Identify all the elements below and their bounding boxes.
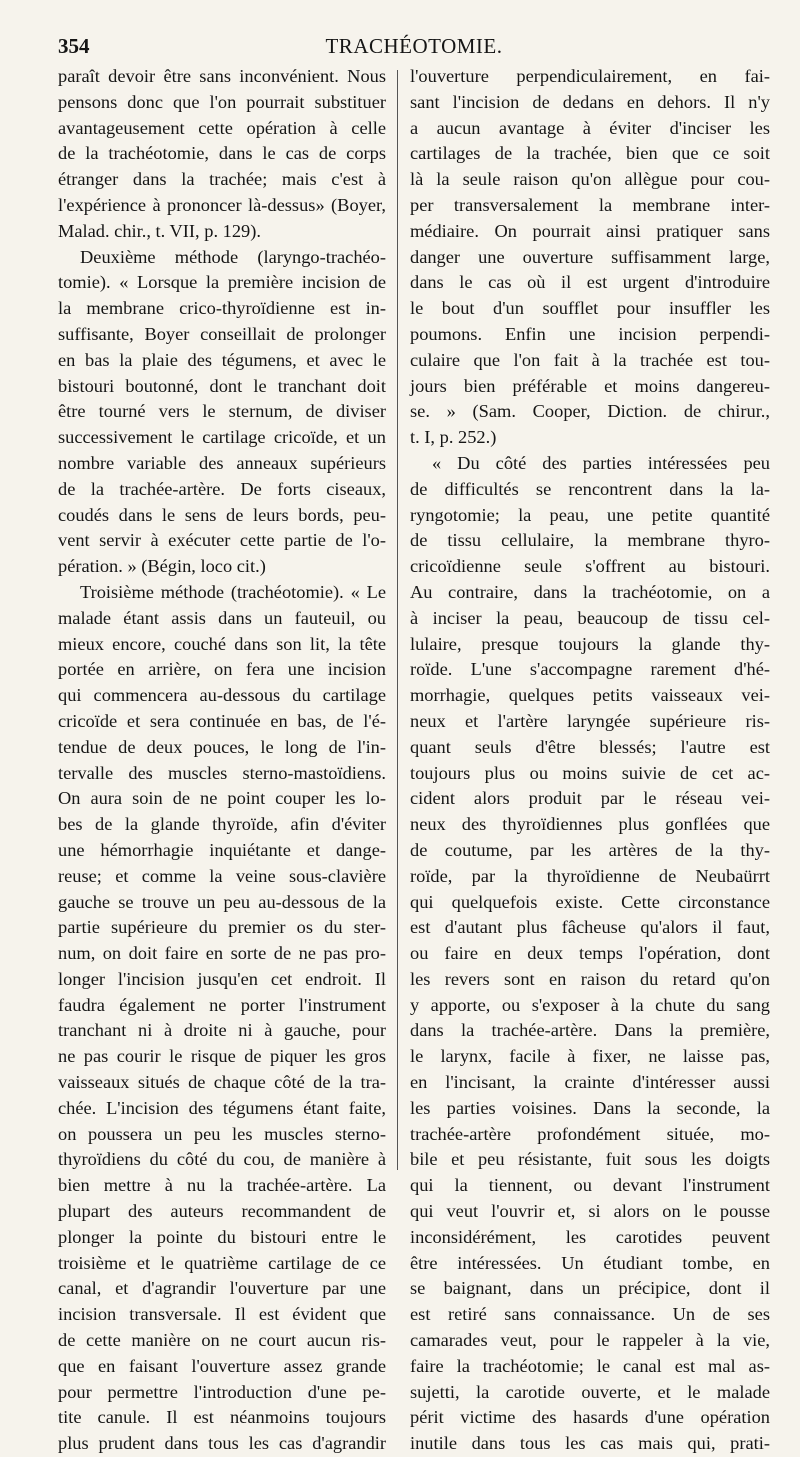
text-line: jours bien préférable et moins dangereu-	[410, 375, 770, 396]
column-divider	[397, 70, 398, 1170]
text-line: « Du côté des parties intéressées peu	[432, 452, 770, 473]
text-line: faudra également ne porter l'instrument	[58, 994, 386, 1015]
text-line: sant l'incision de dedans en dehors. Il n'y	[410, 91, 770, 112]
text-line: portée en arrière, on fera une incision	[58, 659, 386, 680]
text-line: on poussera un peu les muscles sterno-	[58, 1123, 386, 1144]
text-line: les revers sont en raison du retard qu'on	[410, 968, 770, 989]
text-line: étranger dans la trachée; mais c'est à	[58, 169, 386, 190]
text-line: roïde. L'une s'accompagne rarement d'hé-	[410, 659, 770, 680]
text-line: est d'autant plus fâcheuse qu'alors il faut,	[410, 917, 770, 938]
text-line: pour permettre l'introduction d'une pe-	[58, 1381, 386, 1402]
text-line: tendue de deux pouces, le long de l'in-	[58, 736, 386, 757]
text-line: de coutume, par les artères de la thy-	[410, 839, 770, 860]
text-line: cident alors produit par le réseau vei-	[410, 788, 770, 809]
text-line: bien mettre à nu la trachée-artère. La	[58, 1175, 386, 1196]
left-text-column	[58, 64, 386, 1457]
text-line: thyroïdiens du côté du cou, de manière à	[58, 1149, 386, 1170]
text-line: tervalle des muscles sterno-mastoïdiens.	[58, 762, 386, 783]
text-line: ryngotomie; la peau, une petite quantité	[410, 504, 770, 525]
text-line: en l'incisant, la crainte d'intéresser aussi	[410, 1072, 770, 1093]
text-line: se baignant, dans un précipice, dont il	[410, 1278, 770, 1299]
right-text-column	[410, 64, 770, 1457]
text-line: a aucun avantage à éviter d'inciser les	[410, 117, 770, 138]
text-line: lulaire, presque toujours la glande thy-	[410, 633, 770, 654]
text-line: On aura soin de ne point couper les lo-	[58, 788, 386, 809]
text-line: inutile dans tous les cas mais qui, prati-	[410, 1433, 770, 1454]
text-line: bile et peu résistante, fuit sous les doigts	[410, 1149, 770, 1170]
text-line: y apporte, ou s'exposer à la chute du sang	[410, 994, 770, 1015]
text-line: chée. L'incision des tégumens étant faite,	[58, 1097, 386, 1118]
text-line: partie supérieure du premier os du ster-	[58, 917, 386, 938]
text-line: mieux encore, couché dans son lit, la tête	[58, 633, 386, 654]
text-line: de tissu cellulaire, la membrane thyro-	[410, 530, 770, 551]
text-line: faire la trachéotomie; le canal est mal as-	[410, 1355, 770, 1376]
text-line: morrhagie, quelques petits vaisseaux vei-	[410, 685, 770, 706]
text-line: une hémorrhagie inquiétante et dange-	[58, 839, 386, 860]
text-line: cartilages de la trachée, bien que ce soit	[410, 143, 770, 164]
page-header	[58, 34, 770, 66]
text-line: ne pas courir le risque de piquer les gros	[58, 1046, 386, 1067]
text-line: l'expérience à prononcer là-dessus» (Boyer,	[58, 194, 386, 215]
text-line: incision transversale. Il est évident que	[58, 1304, 386, 1325]
text-line: reuse; et comme la veine sous-clavière	[58, 865, 386, 886]
text-line: de difficultés se rencontrent dans la la-	[410, 478, 770, 499]
text-line: camarades veut, pour le rappeler à la vie,	[410, 1330, 770, 1351]
text-line: tomie). « Lorsque la première incision de	[58, 272, 386, 293]
text-line: cricoïdienne seule s'offrent au bistouri.	[410, 556, 770, 577]
text-line: sujetti, la carotide ouverte, et le malade	[410, 1381, 770, 1402]
text-line: quant seuls d'être blessés; l'autre est	[410, 736, 770, 757]
text-line: Troisième méthode (trachéotomie). « Le	[80, 581, 386, 602]
text-line: bes de la glande thyroïde, afin d'éviter	[58, 814, 386, 835]
text-line: t. I, p. 252.)	[410, 427, 497, 448]
text-line: qui quelquefois existe. Cette circonstance	[410, 891, 770, 912]
text-line: de cette manière on ne court aucun ris-	[58, 1330, 386, 1351]
text-line: les parties voisines. Dans la seconde, la	[410, 1097, 770, 1118]
text-line: le larynx, facile à fixer, ne laisse pas,	[410, 1046, 770, 1067]
text-line: l'ouverture perpendiculairement, en fai-	[410, 66, 770, 86]
text-line: qui commencera au-dessous du cartilage	[58, 685, 386, 706]
text-line: tite canule. Il est néanmoins toujours	[58, 1407, 386, 1428]
text-line: qui veut l'ouvrir et, si alors on le pousse	[410, 1201, 770, 1222]
text-line: avantageusement cette opération à celle	[58, 117, 386, 138]
text-line: là la seule raison qu'on allègue pour cou-	[410, 169, 770, 190]
text-line: être tourné vers le sternum, de diviser	[58, 401, 386, 422]
text-line: le bout d'un soufflet pour insuffler les	[410, 298, 770, 319]
text-line: de la trachée-artère. De forts ciseaux,	[58, 478, 386, 499]
text-line: nombre variable des anneaux supérieurs	[58, 452, 386, 473]
text-line: être intéressées. Un étudiant tombe, en	[410, 1252, 770, 1273]
text-line: longer l'incision jusqu'en cet endroit. Il	[58, 968, 386, 989]
text-line: vent servir à exécuter cette partie de l'o-	[58, 530, 386, 551]
text-line: canal, et d'agrandir l'ouverture par une	[58, 1278, 386, 1299]
text-line: périt victime des hasards d'une opération	[410, 1407, 770, 1428]
text-line: plupart des auteurs recommandent de	[58, 1201, 386, 1222]
text-line: que en faisant l'ouverture assez grande	[58, 1355, 386, 1376]
page-number: 354	[58, 34, 90, 58]
text-line: poumons. Enfin une incision perpendi-	[410, 323, 770, 344]
text-line: cricoïde et sera continuée en bas, de l'é-	[58, 710, 386, 731]
text-line: num, on doit faire en sorte de ne pas pro-	[58, 943, 386, 964]
text-line: plus prudent dans tous les cas d'agrandir	[58, 1433, 386, 1454]
text-line: qui la tiennent, ou devant l'instrument	[410, 1175, 770, 1196]
text-line: plonger la pointe du bistouri entre le	[58, 1226, 386, 1247]
text-line: pensons donc que l'on pourrait substituer	[58, 91, 386, 112]
text-line: dans la trachée-artère. Dans la première,	[410, 1020, 770, 1041]
text-line: à inciser la peau, beaucoup de tissu cel-	[410, 607, 770, 628]
text-line: toujours plus ou moins suivie de cet ac-	[410, 762, 770, 783]
text-line: pération. » (Bégin, loco cit.)	[58, 556, 266, 577]
text-line: médiaire. On pourrait ainsi pratiquer sans	[410, 220, 770, 241]
running-title: TRACHÉOTOMIE.	[325, 34, 503, 58]
text-line: neux et l'artère laryngée supérieure ris-	[410, 710, 770, 731]
text-line: roïde, par la thyroïdienne de Neubaürrt	[410, 865, 770, 886]
text-line: Malad. chir., t. VII, p. 129).	[58, 220, 261, 241]
text-line: dans le cas où il est urgent d'introduire	[410, 272, 770, 293]
text-line: culaire que l'on fait à la trachée est tou-	[410, 349, 770, 370]
text-line: malade étant assis dans un fauteuil, ou	[58, 607, 386, 628]
text-line: de la trachéotomie, dans le cas de corps	[58, 143, 386, 164]
text-line: paraît devoir être sans inconvénient. Nous	[58, 66, 386, 86]
text-line: la membrane crico-thyroïdienne est in-	[58, 298, 386, 319]
text-line: coudés dans le sens de leurs bords, peu-	[58, 504, 386, 525]
text-line: se. » (Sam. Cooper, Diction. de chirur.,	[410, 401, 770, 422]
text-line: est retiré sans connaissance. Un de ses	[410, 1304, 770, 1325]
text-line: bistouri boutonné, dont le tranchant doit	[58, 375, 386, 396]
text-line: inconsidérément, les carotides peuvent	[410, 1226, 770, 1247]
text-line: gauche se trouve un peu au-dessous de la	[58, 891, 386, 912]
text-line: Au contraire, dans la trachéotomie, on a	[410, 581, 770, 602]
text-line: successivement le cartilage cricoïde, et un	[58, 427, 386, 448]
text-line: Deuxième méthode (laryngo-trachéo-	[80, 246, 386, 267]
text-line: troisième et le quatrième cartilage de ce	[58, 1252, 386, 1273]
text-line: per transversalement la membrane inter-	[410, 194, 770, 215]
text-line: neux des thyroïdiennes plus gonflées que	[410, 814, 770, 835]
text-line: en bas la plaie des tégumens, et avec le	[58, 349, 386, 370]
text-line: suffisante, Boyer conseillait de prolonger	[58, 323, 386, 344]
text-line: danger une ouverture suffisamment large,	[410, 246, 770, 267]
text-line: ou faire en deux temps l'opération, dont	[410, 943, 770, 964]
text-line: tranchant ni à droite ni à gauche, pour	[58, 1020, 386, 1041]
text-line: vaisseaux situés de chaque côté de la tra-	[58, 1072, 386, 1093]
text-line: trachée-artère profondément située, mo-	[410, 1123, 770, 1144]
